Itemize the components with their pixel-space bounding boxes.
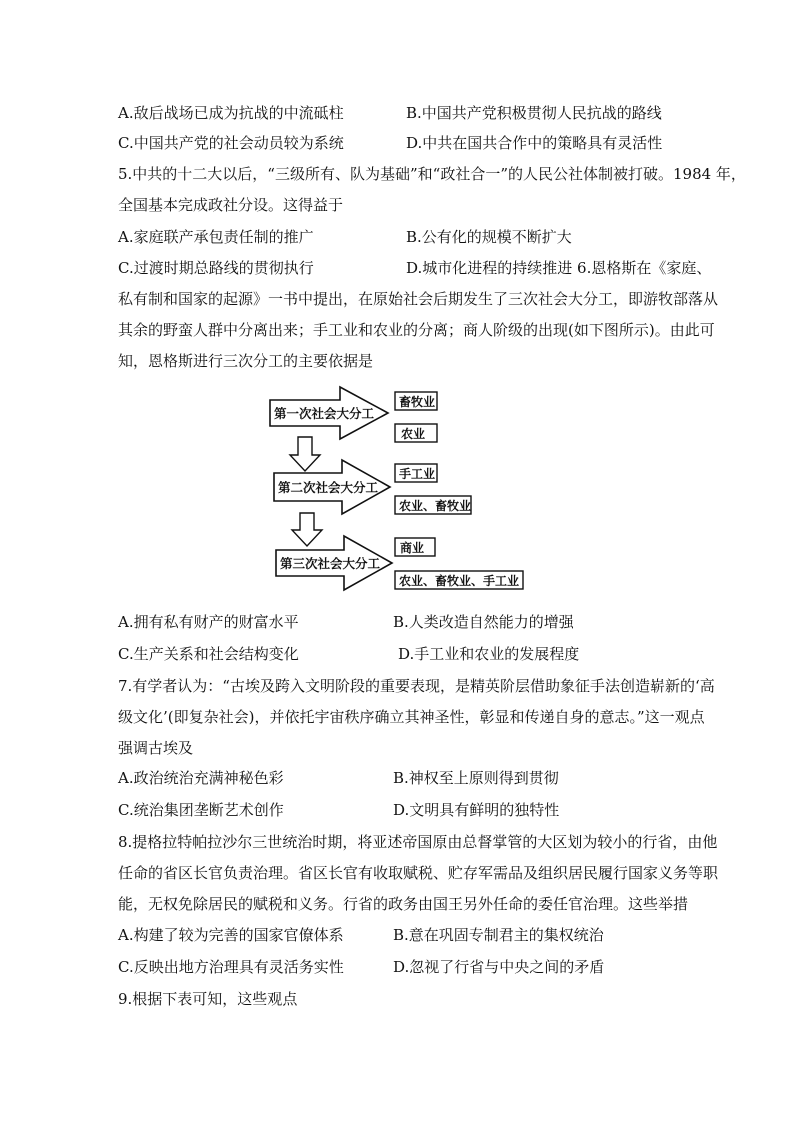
division-of-labor-diagram [268, 385, 538, 603]
stage2-label: 第二次社会大分工 [278, 480, 379, 495]
q8-option-d: D.忽视了行省与中央之间的矛盾 [393, 958, 605, 976]
q7-stem-line1: 7.有学者认为：“古埃及跨入文明阶段的重要表现，是精英阶层借助象征手法创造崭新的‘高 [118, 677, 715, 695]
stage2-bottom-box [395, 496, 471, 514]
q8-stem-line3: 能，无权免除居民的赋税和义务。行省的政务由国王另外任命的委任官治理。这些举措 [118, 895, 689, 913]
stage3-bottom-text: 农业、畜牧业、手工业 [399, 574, 520, 588]
q7-option-d: D.文明具有鲜明的独特性 [393, 801, 560, 819]
q5-option-c: C.过渡时期总路线的贯彻执行 [118, 259, 314, 277]
q7-stem-line3: 强调古埃及 [118, 739, 194, 757]
q8-stem-line2: 任命的省区长官负责治理。省区长官有收取赋税、贮存军需品及组织居民履行国家义务等职 [118, 864, 719, 882]
q6-stem-line3: 其余的野蛮人群中分离出来；手工业和农业的分离；商人阶级的出现(如下图所示)。由此可 [118, 321, 715, 339]
q9-stem-line1: 9.根据下表可知，这些观点 [118, 990, 298, 1008]
stage3-top-box [395, 538, 435, 556]
q7-option-b: B.神权至上原则得到贯彻 [393, 769, 559, 787]
q6-option-a: A.拥有私有财产的财富水平 [118, 613, 299, 631]
q6-stem-line2: 私有制和国家的起源》一书中提出，在原始社会后期发生了三次社会大分工，即游牧部落从 [118, 290, 719, 308]
stage3-arrow [276, 536, 392, 590]
q4-option-a: A.敌后战场已成为抗战的中流砥柱 [118, 104, 344, 122]
q6-option-c: C.生产关系和社会结构变化 [118, 645, 299, 663]
stage2-top-box [395, 464, 437, 482]
q6-option-d: D.手工业和农业的发展程度 [398, 645, 580, 663]
q8-option-b: B.意在巩固专制君主的集权统治 [393, 926, 604, 944]
stage2-arrow [274, 460, 390, 514]
down-arrow-2 [292, 513, 322, 546]
stage3-bottom-box [395, 571, 523, 589]
stage1-bottom-text: 农业 [401, 427, 426, 441]
stage1-bottom-box [395, 424, 437, 442]
stage1-top-text: 畜牧业 [399, 395, 436, 409]
q8-stem-line1: 8.提格拉特帕拉沙尔三世统治时期，将亚述帝国原由总督掌管的大区划为较小的行省，由他 [118, 833, 718, 851]
q5-option-a: A.家庭联产承包责任制的推广 [118, 228, 314, 246]
q8-option-c: C.反映出地方治理具有灵活务实性 [118, 958, 344, 976]
stage1-arrow [270, 387, 388, 439]
stage1-label: 第一次社会大分工 [274, 406, 375, 421]
stage2-top-text: 手工业 [399, 467, 436, 481]
stage3-top-text: 商业 [400, 541, 425, 555]
q7-option-a: A.政治统治充满神秘色彩 [118, 769, 284, 787]
q5-option-d: D.城市化进程的持续推进 6.恩格斯在《家庭、 [406, 259, 712, 277]
q7-option-c: C.统治集团垄断艺术创作 [118, 801, 284, 819]
stage3-label: 第三次社会大分工 [280, 556, 381, 571]
q5-stem-line1: 5.中共的十二大以后，“三级所有、队为基础”和“政社合一”的人民公社体制被打破。1984 年， [118, 165, 746, 183]
q4-option-b: B.中国共产党积极贯彻人民抗战的路线 [406, 104, 662, 122]
q6-stem-line4: 知，恩格斯进行三次分工的主要依据是 [118, 352, 374, 370]
q6-option-b: B.人类改造自然能力的增强 [393, 613, 574, 631]
stage1-top-box [395, 392, 437, 410]
q5-option-b: B.公有化的规模不断扩大 [406, 228, 572, 246]
q8-option-a: A.构建了较为完善的国家官僚体系 [118, 926, 344, 944]
stage2-bottom-text: 农业、畜牧业 [399, 499, 472, 513]
q4-option-c: C.中国共产党的社会动员较为系统 [118, 134, 344, 152]
down-arrow-1 [290, 437, 320, 471]
q7-stem-line2: 级文化’(即复杂社会)，并依托宇宙秩序确立其神圣性，彰显和传递自身的意志。”这一观点 [118, 708, 705, 726]
q5-stem-line2: 全国基本完成政社分设。这得益于 [118, 196, 344, 214]
q4-option-d: D.中共在国共合作中的策略具有灵活性 [406, 134, 663, 152]
